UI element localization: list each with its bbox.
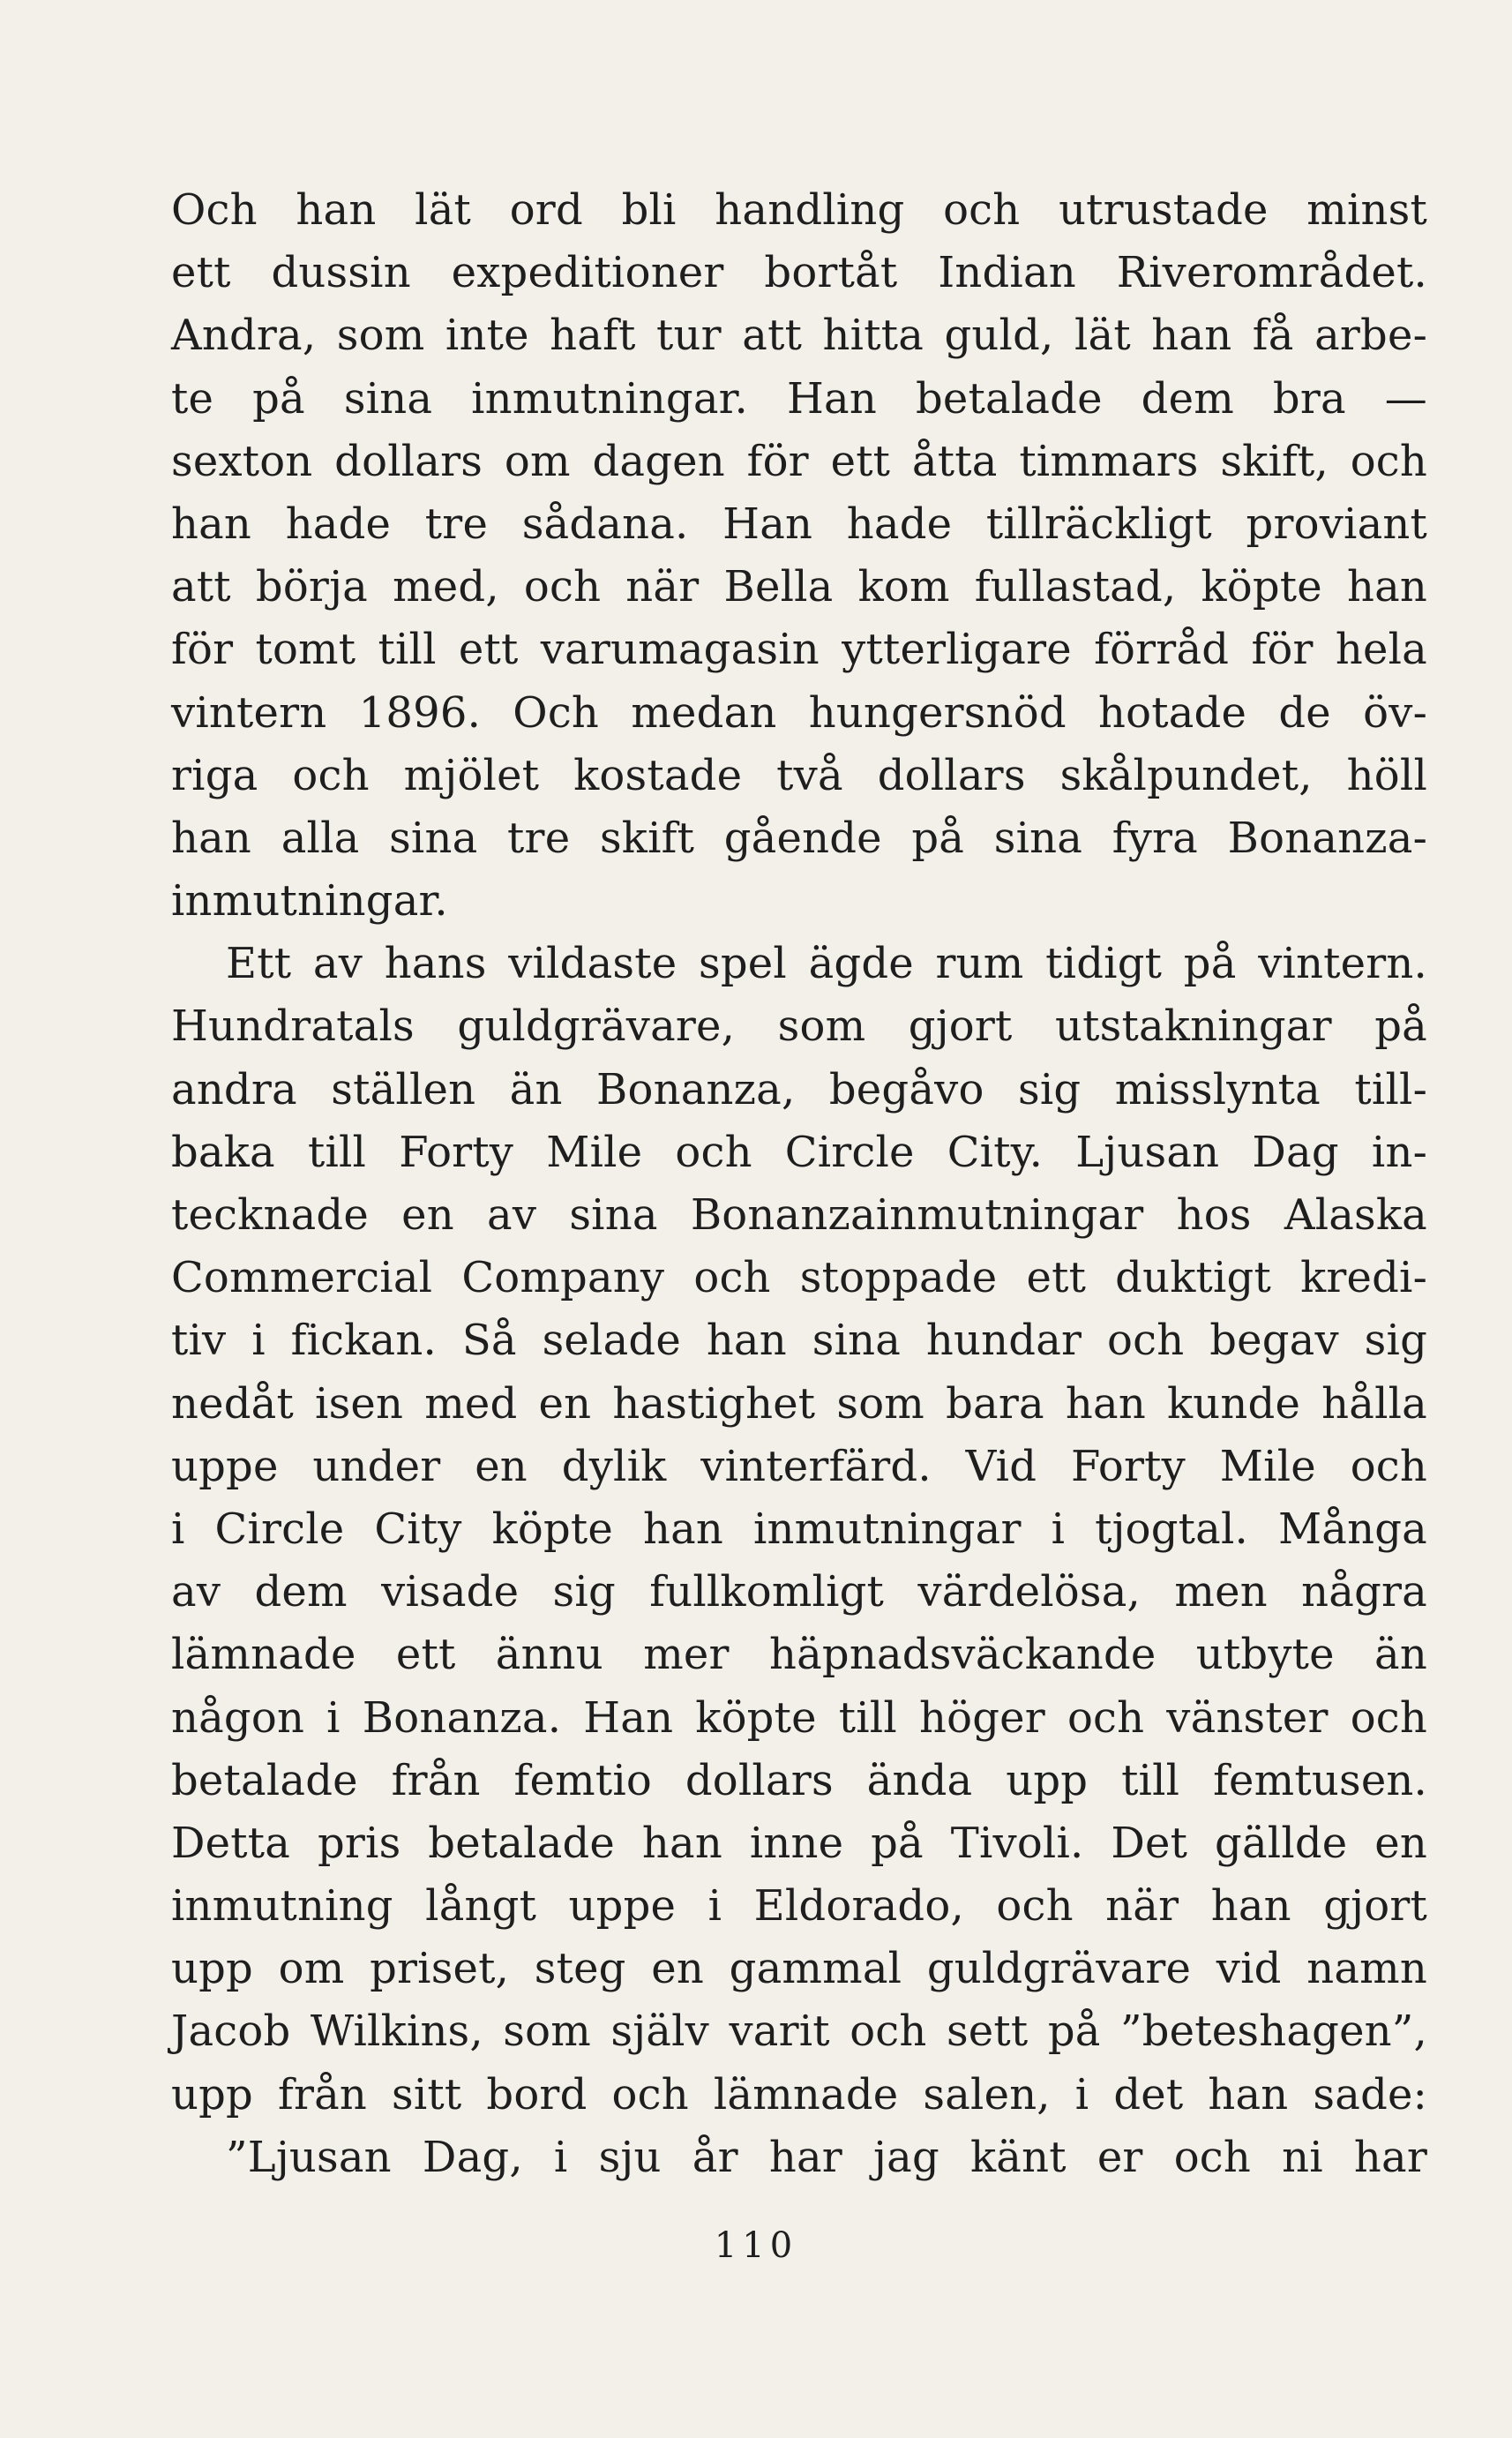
text-line: te på sina inmutningar. Han betalade dem bra — bbox=[171, 373, 1427, 424]
text-line: upp från sitt bord och lämnade salen, i det han sade: bbox=[171, 2069, 1427, 2119]
text-line: Ett av hans vildaste spel ägde rum tidigt på vintern. bbox=[226, 939, 1427, 989]
text-line: nedåt isen med en hastighet som bara han kunde hålla bbox=[171, 1378, 1427, 1429]
text-line: ett dussin expeditioner bortåt Indian Riverområdet. bbox=[171, 248, 1427, 298]
text-line: i Circle City köpte han inmutningar i tjogtal. Många bbox=[171, 1504, 1427, 1554]
page-number: 110 bbox=[714, 2225, 798, 2266]
text-line: ”Ljusan Dag, i sju år har jag känt er och ni har bbox=[226, 2132, 1427, 2182]
text-line: upp om priset, steg en gammal guldgrävare vid namn bbox=[171, 1944, 1427, 1994]
text-line: av dem visade sig fullkomligt värdelösa, men några bbox=[171, 1567, 1427, 1617]
text-line: lämnade ett ännu mer häpnadsväckande utbyte än bbox=[171, 1630, 1427, 1680]
text-line: inmutningar. bbox=[171, 876, 448, 926]
text-line: riga och mjölet kostade två dollars skålpundet, höll bbox=[171, 750, 1427, 800]
text-line: betalade från femtio dollars ända upp till femtusen. bbox=[171, 1755, 1427, 1805]
body-text bbox=[171, 179, 1427, 2189]
text-line: andra ställen än Bonanza, begåvo sig misslynta till- bbox=[171, 1064, 1427, 1114]
text-line: Hundratals guldgrävare, som gjort utstakningar på bbox=[171, 1001, 1427, 1052]
text-line: uppe under en dylik vinterfärd. Vid Forty Mile och bbox=[171, 1441, 1427, 1491]
text-line: baka till Forty Mile och Circle City. Ljusan Dag in- bbox=[171, 1127, 1427, 1177]
text-line: sexton dollars om dagen för ett åtta timmars skift, och bbox=[171, 436, 1427, 486]
text-line: för tomt till ett varumagasin ytterligare förråd för hela bbox=[171, 625, 1427, 675]
text-line: Detta pris betalade han inne på Tivoli. Det gällde en bbox=[171, 1818, 1427, 1868]
text-line: att börja med, och när Bella kom fullastad, köpte han bbox=[171, 562, 1427, 612]
text-line: Och han lät ord bli handling och utrustade minst bbox=[171, 185, 1427, 235]
text-line: inmutning långt uppe i Eldorado, och när han gjort bbox=[171, 1881, 1427, 1932]
text-line: tiv i fickan. Så selade han sina hundar och begav sig bbox=[171, 1316, 1427, 1366]
text-line: Jacob Wilkins, som själv varit och sett på ”beteshagen”, bbox=[171, 2007, 1427, 2057]
text-line: Commercial Company och stoppade ett duktigt kredi- bbox=[171, 1253, 1427, 1303]
text-line: tecknade en av sina Bonanzainmutningar hos Alaska bbox=[171, 1190, 1427, 1240]
text-line: han alla sina tre skift gående på sina fyra Bonanza- bbox=[171, 813, 1427, 863]
text-line: någon i Bonanza. Han köpte till höger och vänster och bbox=[171, 1692, 1427, 1743]
text-line: Andra, som inte haft tur att hitta guld, lät han få arbe- bbox=[171, 311, 1427, 361]
text-line: vintern 1896. Och medan hungersnöd hotade de öv- bbox=[171, 687, 1427, 738]
text-line: han hade tre sådana. Han hade tillräckligt proviant bbox=[171, 499, 1427, 549]
